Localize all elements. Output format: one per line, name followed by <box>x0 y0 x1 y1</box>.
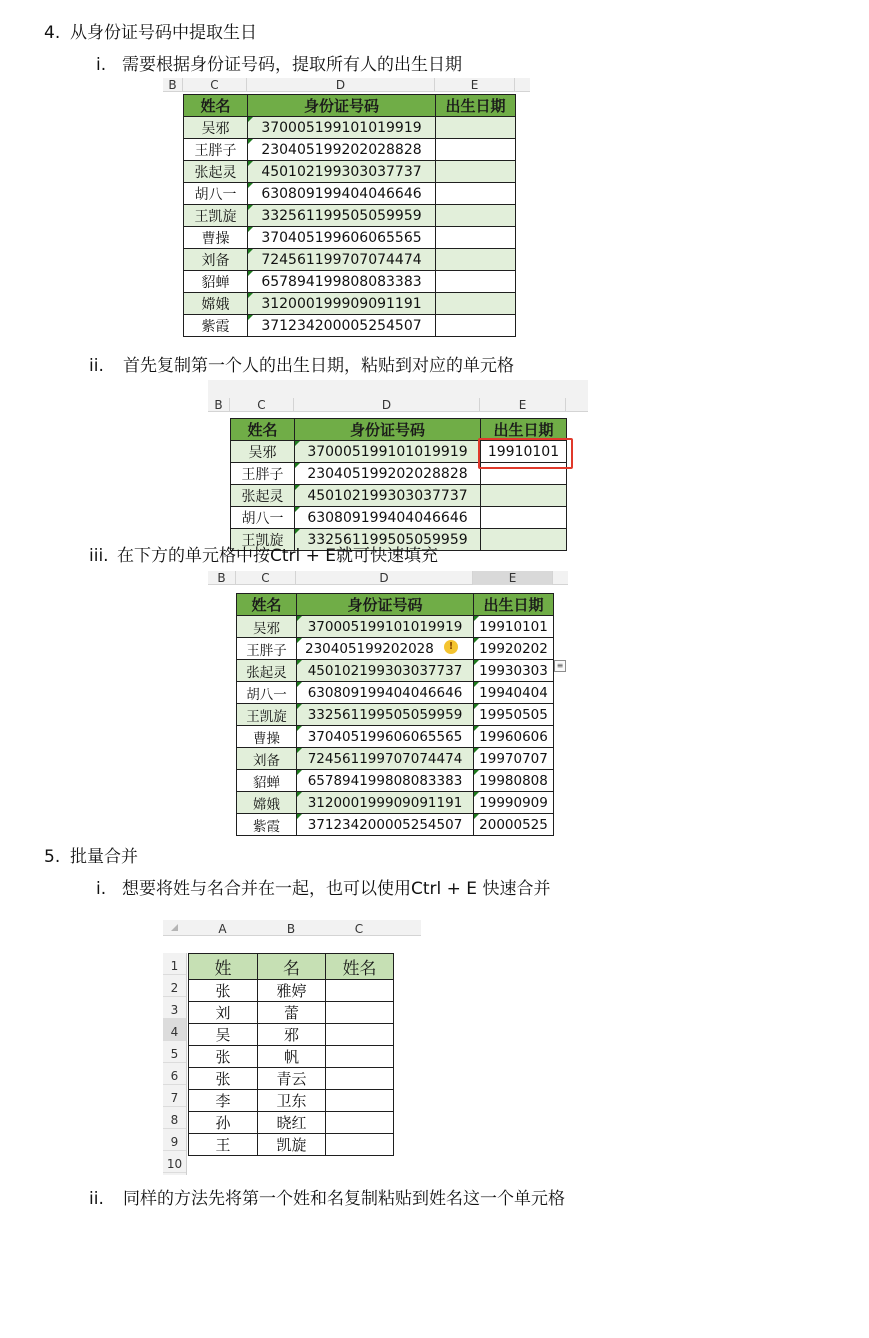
id-cell[interactable]: 370005199101019919 <box>248 117 436 139</box>
column-header: E <box>435 78 515 92</box>
birth-cell[interactable] <box>481 529 567 551</box>
header-name: 姓名 <box>237 594 297 616</box>
column-header: A <box>218 922 227 936</box>
column-header: E <box>473 571 553 585</box>
id-cell[interactable]: 370005199101019919 <box>295 441 481 463</box>
section-number: 5. <box>44 847 61 867</box>
column-header-bar <box>163 920 421 936</box>
given-cell[interactable]: 卫东 <box>258 1090 326 1112</box>
id-cell[interactable]: 630809199404046646 <box>297 682 474 704</box>
column-header-bar <box>208 398 588 412</box>
id-sheet-screenshot-1 <box>163 78 530 344</box>
step-text: 首先复制第一个人的出生日期，粘贴到对应的单元格 <box>123 356 514 376</box>
column-header: C <box>354 922 364 936</box>
row-number: 8 <box>163 1107 186 1129</box>
fullname-cell[interactable] <box>326 1002 394 1024</box>
surname-cell[interactable]: 王 <box>189 1134 258 1156</box>
birth-cell[interactable]: 19960606 <box>474 726 554 748</box>
id-cell[interactable]: 332561199505059959 <box>295 529 481 551</box>
section-title: 从身份证号码中提取生日 <box>70 23 257 43</box>
row-number: 7 <box>163 1085 186 1107</box>
top-bar <box>208 380 588 398</box>
header-id: 身份证号码 <box>295 419 481 441</box>
surname-cell[interactable]: 张 <box>189 980 258 1002</box>
section-5-heading <box>44 846 138 868</box>
column-header: C <box>183 78 247 92</box>
name-cell[interactable]: 貂蝉 <box>237 770 297 792</box>
row-number: 3 <box>163 997 186 1019</box>
table-row <box>237 682 554 704</box>
step-number: ii. <box>89 356 104 376</box>
id-cell[interactable]: 332561199505059959 <box>297 704 474 726</box>
header-birth: 出生日期 <box>474 594 554 616</box>
name-cell[interactable]: 貂蝉 <box>184 271 248 293</box>
id-cell[interactable]: 370405199606065565 <box>248 227 436 249</box>
id-cell[interactable]: 370005199101019919 <box>297 616 474 638</box>
table-row <box>237 814 554 836</box>
table-row <box>189 1046 394 1068</box>
surname-cell[interactable]: 李 <box>189 1090 258 1112</box>
birth-cell[interactable] <box>481 485 567 507</box>
fullname-cell[interactable] <box>326 1090 394 1112</box>
step-4-3 <box>89 545 438 567</box>
header-birth: 出生日期 <box>436 95 516 117</box>
birth-cell-filled[interactable]: 19910101 <box>481 441 567 463</box>
table-row <box>184 139 516 161</box>
birth-cell[interactable] <box>436 205 516 227</box>
table-row <box>237 704 554 726</box>
name-cell[interactable]: 吴邪 <box>231 441 295 463</box>
id-cell[interactable]: 657894199808083383 <box>297 770 474 792</box>
birth-cell[interactable]: 19970707 <box>474 748 554 770</box>
birth-cell[interactable] <box>436 139 516 161</box>
id-cell[interactable]: 657894199808083383 <box>248 271 436 293</box>
name-cell[interactable]: 曹操 <box>237 726 297 748</box>
name-cell[interactable]: 胡八一 <box>237 682 297 704</box>
header-surname: 姓 <box>189 954 258 980</box>
table-row <box>189 1024 394 1046</box>
id-sheet-screenshot-2 <box>208 380 588 549</box>
name-cell[interactable]: 张起灵 <box>237 660 297 682</box>
table-row <box>231 507 567 529</box>
step-4-1 <box>96 54 462 76</box>
name-cell[interactable]: 王胖子 <box>184 139 248 161</box>
table-row <box>237 726 554 748</box>
header-birth: 出生日期 <box>481 419 567 441</box>
name-cell[interactable]: 紫霞 <box>184 315 248 337</box>
column-header: C <box>236 571 296 585</box>
step-4-2 <box>89 355 514 377</box>
given-cell[interactable]: 青云 <box>258 1068 326 1090</box>
section-title: 批量合并 <box>70 847 138 867</box>
birth-cell[interactable]: 20000525 <box>474 814 554 836</box>
table-row <box>231 485 567 507</box>
name-cell[interactable]: 嫦娥 <box>237 792 297 814</box>
table-row <box>184 117 516 139</box>
header-id: 身份证号码 <box>297 594 474 616</box>
id-cell[interactable]: 230405199202028 <box>297 638 474 660</box>
id-cell[interactable]: 724561199707074474 <box>297 748 474 770</box>
fullname-cell[interactable] <box>326 980 394 1002</box>
table-row <box>189 1002 394 1024</box>
column-header: B <box>208 398 230 412</box>
name-cell[interactable]: 王凯旋 <box>184 205 248 227</box>
birth-cell[interactable]: 19940404 <box>474 682 554 704</box>
name-cell[interactable]: 张起灵 <box>184 161 248 183</box>
id-cell[interactable]: 450102199303037737 <box>248 161 436 183</box>
birth-cell[interactable] <box>436 227 516 249</box>
column-header: B <box>286 922 296 936</box>
table-row <box>184 249 516 271</box>
birth-cell[interactable]: 19920202 <box>474 638 554 660</box>
table-row <box>189 980 394 1002</box>
table-row <box>184 161 516 183</box>
birth-cell[interactable]: 19950505 <box>474 704 554 726</box>
id-cell[interactable]: 230405199202028828 <box>295 463 481 485</box>
table-row <box>237 638 554 660</box>
table-row <box>184 205 516 227</box>
name-cell[interactable]: 王凯旋 <box>231 529 295 551</box>
fullname-cell[interactable] <box>326 1024 394 1046</box>
column-header: B <box>208 571 236 585</box>
column-header-bar <box>163 78 530 92</box>
given-cell[interactable]: 雅婷 <box>258 980 326 1002</box>
id-table-filled <box>236 593 554 836</box>
step-5-1 <box>96 878 550 900</box>
id-cell[interactable]: 312000199909091191 <box>248 293 436 315</box>
id-cell[interactable]: 230405199202028828 <box>248 139 436 161</box>
surname-cell[interactable]: 刘 <box>189 1002 258 1024</box>
step-text: 需要根据身份证号码，提取所有人的出生日期 <box>122 55 462 75</box>
birth-cell[interactable]: 19980808 <box>474 770 554 792</box>
birth-cell[interactable] <box>436 183 516 205</box>
row-number: 4 <box>163 1019 186 1041</box>
given-cell[interactable]: 凯旋 <box>258 1134 326 1156</box>
table-row <box>237 616 554 638</box>
id-cell[interactable]: 450102199303037737 <box>295 485 481 507</box>
birth-cell[interactable]: 19990909 <box>474 792 554 814</box>
step-5-2 <box>89 1188 565 1210</box>
row-number: 1 <box>163 953 186 975</box>
birth-cell[interactable] <box>436 271 516 293</box>
surname-cell[interactable]: 孙 <box>189 1112 258 1134</box>
given-cell[interactable]: 帆 <box>258 1046 326 1068</box>
column-header: D <box>247 78 435 92</box>
header-name: 姓名 <box>231 419 295 441</box>
birth-cell[interactable] <box>436 161 516 183</box>
step-text: 同样的方法先将第一个姓和名复制粘贴到姓名这一个单元格 <box>123 1189 565 1209</box>
table-row <box>184 227 516 249</box>
name-sheet-screenshot <box>163 920 421 1175</box>
column-header-bar <box>208 571 568 585</box>
header-fullname: 姓名 <box>326 954 394 980</box>
name-cell[interactable]: 王凯旋 <box>237 704 297 726</box>
fullname-cell[interactable] <box>326 1112 394 1134</box>
highlight-box <box>478 438 573 469</box>
row-header-column <box>163 953 187 1175</box>
step-number: ii. <box>89 1189 104 1209</box>
surname-cell[interactable]: 张 <box>189 1068 258 1090</box>
row-number: 6 <box>163 1063 186 1085</box>
id-sheet-screenshot-3 <box>208 571 568 838</box>
warning-icon[interactable]: ! <box>444 640 458 654</box>
column-header: C <box>230 398 294 412</box>
name-cell[interactable]: 王胖子 <box>237 638 297 660</box>
paste-options-icon[interactable]: ≡ <box>554 660 566 672</box>
table-row <box>237 770 554 792</box>
name-cell[interactable]: 曹操 <box>184 227 248 249</box>
id-cell[interactable]: 371234200005254507 <box>248 315 436 337</box>
id-cell[interactable]: 450102199303037737 <box>297 660 474 682</box>
birth-cell[interactable]: 19930303 <box>474 660 554 682</box>
given-cell[interactable]: 蕾 <box>258 1002 326 1024</box>
table-row <box>184 315 516 337</box>
name-cell[interactable]: 嫦娥 <box>184 293 248 315</box>
column-header: D <box>296 571 473 585</box>
table-row <box>184 271 516 293</box>
fullname-cell[interactable] <box>326 1068 394 1090</box>
table-row <box>184 293 516 315</box>
name-cell[interactable]: 刘备 <box>184 249 248 271</box>
name-cell[interactable]: 吴邪 <box>237 616 297 638</box>
birth-cell[interactable] <box>436 249 516 271</box>
column-header: D <box>294 398 480 412</box>
name-cell[interactable]: 紫霞 <box>237 814 297 836</box>
header-name: 姓名 <box>184 95 248 117</box>
step-text: 在下方的单元格中按Ctrl + E就可快速填充 <box>117 546 439 566</box>
section-4-heading <box>44 22 257 44</box>
column-header: B <box>163 78 183 92</box>
birth-cell[interactable] <box>436 293 516 315</box>
table-row <box>237 748 554 770</box>
name-cell[interactable]: 王胖子 <box>231 463 295 485</box>
birth-cell[interactable] <box>436 117 516 139</box>
row-number: 10 <box>163 1151 186 1173</box>
select-all-corner[interactable] <box>171 924 178 931</box>
id-cell[interactable]: 630809199404046646 <box>295 507 481 529</box>
step-number: iii. <box>89 546 109 566</box>
table-row <box>237 660 554 682</box>
section-number: 4. <box>44 23 61 43</box>
table-row <box>189 1068 394 1090</box>
step-text: 想要将姓与名合并在一起，也可以使用Ctrl + E 快速合并 <box>122 879 551 899</box>
table-row <box>189 1112 394 1134</box>
name-cell[interactable]: 张起灵 <box>231 485 295 507</box>
row-number: 5 <box>163 1041 186 1063</box>
id-cell[interactable]: 370405199606065565 <box>297 726 474 748</box>
name-cell[interactable]: 胡八一 <box>231 507 295 529</box>
row-number: 9 <box>163 1129 186 1151</box>
step-number: i. <box>96 879 107 899</box>
step-number: i. <box>96 55 107 75</box>
fullname-cell[interactable] <box>326 1134 394 1156</box>
id-cell[interactable]: 312000199909091191 <box>297 792 474 814</box>
table-row <box>184 183 516 205</box>
name-cell[interactable]: 胡八一 <box>184 183 248 205</box>
id-cell[interactable]: 630809199404046646 <box>248 183 436 205</box>
id-cell[interactable]: 371234200005254507 <box>297 814 474 836</box>
id-cell[interactable]: 332561199505059959 <box>248 205 436 227</box>
given-cell[interactable]: 晓红 <box>258 1112 326 1134</box>
row-number: 2 <box>163 975 186 997</box>
surname-cell[interactable]: 张 <box>189 1046 258 1068</box>
column-header: E <box>480 398 566 412</box>
id-table <box>183 94 516 337</box>
header-id: 身份证号码 <box>248 95 436 117</box>
table-row <box>189 1090 394 1112</box>
birth-cell[interactable] <box>481 507 567 529</box>
fullname-cell[interactable] <box>326 1046 394 1068</box>
birth-cell[interactable]: 19910101 <box>474 616 554 638</box>
birth-cell[interactable] <box>436 315 516 337</box>
table-row <box>237 792 554 814</box>
id-cell[interactable]: 724561199707074474 <box>248 249 436 271</box>
surname-cell[interactable]: 吴 <box>189 1024 258 1046</box>
name-cell[interactable]: 刘备 <box>237 748 297 770</box>
given-cell[interactable]: 邪 <box>258 1024 326 1046</box>
header-given: 名 <box>258 954 326 980</box>
table-row <box>189 1134 394 1156</box>
name-table <box>188 953 394 1156</box>
name-cell[interactable]: 吴邪 <box>184 117 248 139</box>
